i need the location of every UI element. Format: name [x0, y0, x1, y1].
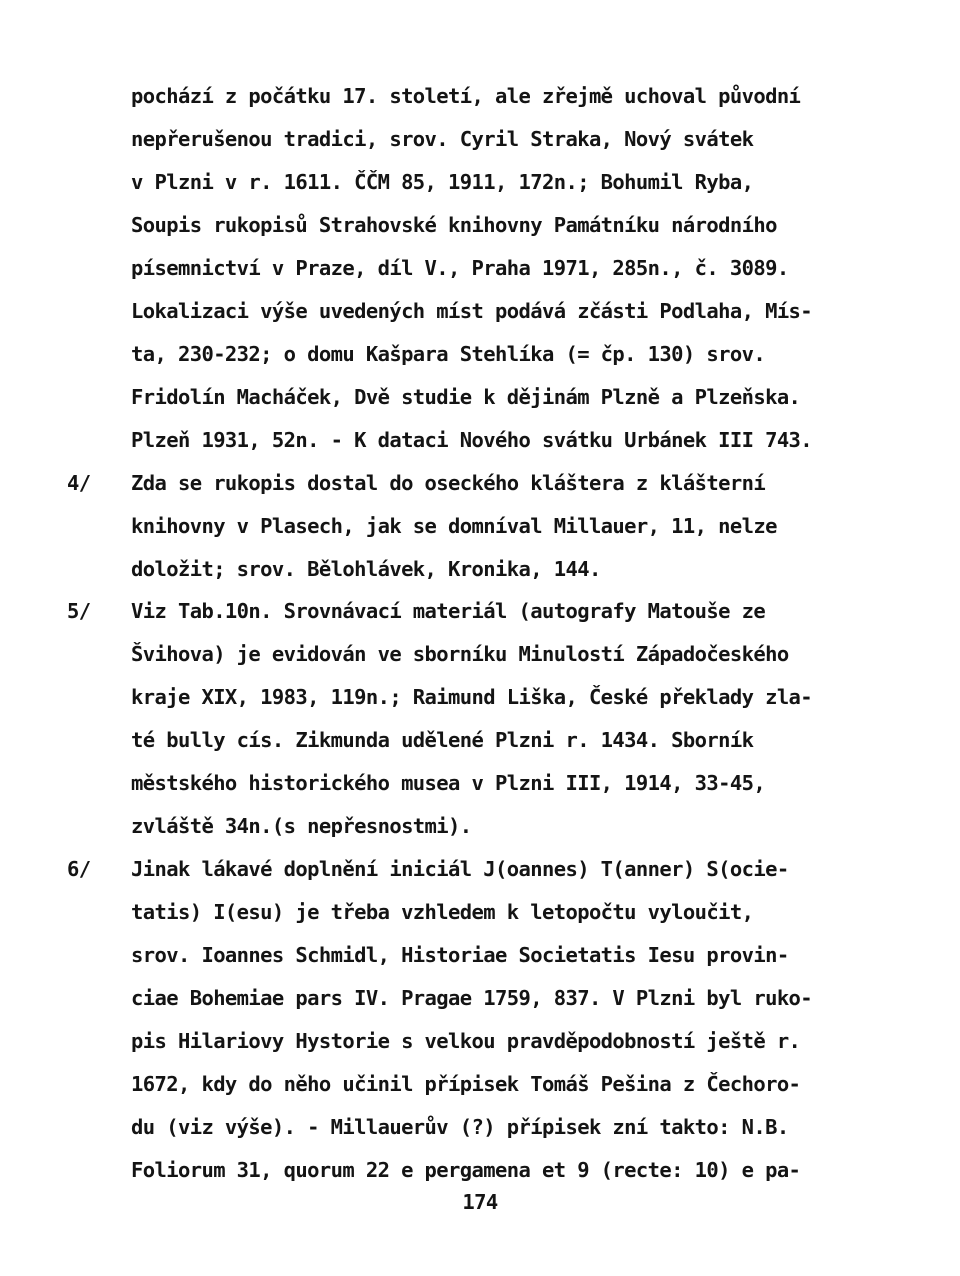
text-line: knihovny v Plasech, jak se domníval Millauer, 11, nelze: [131, 514, 777, 538]
footnote-number: 5/: [67, 599, 91, 623]
text-line: du (viz výše). - Millauerův (?) přípisek zní takto: N.B.: [131, 1115, 789, 1139]
footnote-number: 6/: [67, 857, 91, 881]
text-line: ciae Bohemiae pars IV. Pragae 1759, 837. V Plzni byl ruko-: [131, 986, 813, 1010]
text-line: tatis) I(esu) je třeba vzhledem k letopočtu vyloučit,: [131, 900, 754, 924]
text-line: pochází z počátku 17. století, ale zřejmě uchoval původní: [131, 84, 801, 108]
text-line: Švihova) je evidován ve sborníku Minulostí Západočeského: [131, 642, 789, 666]
text-line: Lokalizaci výše uvedených míst podává zčásti Podlaha, Mís-: [131, 299, 813, 323]
text-line: písemnictví v Praze, díl V., Praha 1971, 285n., č. 3089.: [131, 256, 789, 280]
text-line: ta, 230-232; o domu Kašpara Stehlíka (= čp. 130) srov.: [131, 342, 766, 366]
text-line: městského historického musea v Plzni III, 1914, 33-45,: [131, 771, 766, 795]
text-line: v Plzni v r. 1611. ČČM 85, 1911, 172n.; Bohumil Ryba,: [131, 170, 754, 194]
text-line: Fridolín Macháček, Dvě studie k dějinám Plzně a Plzeňska.: [131, 385, 801, 409]
text-line: pis Hilariovy Hystorie s velkou pravděpodobností ještě r.: [131, 1029, 801, 1053]
text-line: kraje XIX, 1983, 119n.; Raimund Liška, České překlady zla-: [131, 685, 813, 709]
text-line: doložit; srov. Bělohlávek, Kronika, 144.: [131, 557, 601, 581]
text-line: Foliorum 31, quorum 22 e pergamena et 9 (recte: 10) e pa-: [131, 1158, 801, 1182]
text-line: Viz Tab.10n. Srovnávací materiál (autografy Matouše ze: [131, 599, 766, 623]
text-line: Soupis rukopisů Strahovské knihovny Památníku národního: [131, 213, 777, 237]
text-line: Plzeň 1931, 52n. - K dataci Nového svátku Urbánek III 743.: [131, 428, 813, 452]
page-number: 174: [462, 1190, 498, 1214]
text-line: té bully cís. Zikmunda udělené Plzni r. 1434. Sborník: [131, 728, 754, 752]
text-line: Jinak lákavé doplnění iniciál J(oannes) T(anner) S(ocie-: [131, 857, 789, 881]
text-line: 1672, kdy do něho učinil přípisek Tomáš Pešina z Čechoro-: [131, 1072, 801, 1096]
text-line: zvláště 34n.(s nepřesnostmi).: [131, 814, 472, 838]
text-line: Zda se rukopis dostal do oseckého kláštera z klášterní: [131, 471, 766, 495]
footnote-number: 4/: [67, 471, 91, 495]
text-line: nepřerušenou tradici, srov. Cyril Straka, Nový svátek: [131, 127, 754, 151]
text-line: srov. Ioannes Schmidl, Historiae Societatis Iesu provin-: [131, 943, 789, 967]
